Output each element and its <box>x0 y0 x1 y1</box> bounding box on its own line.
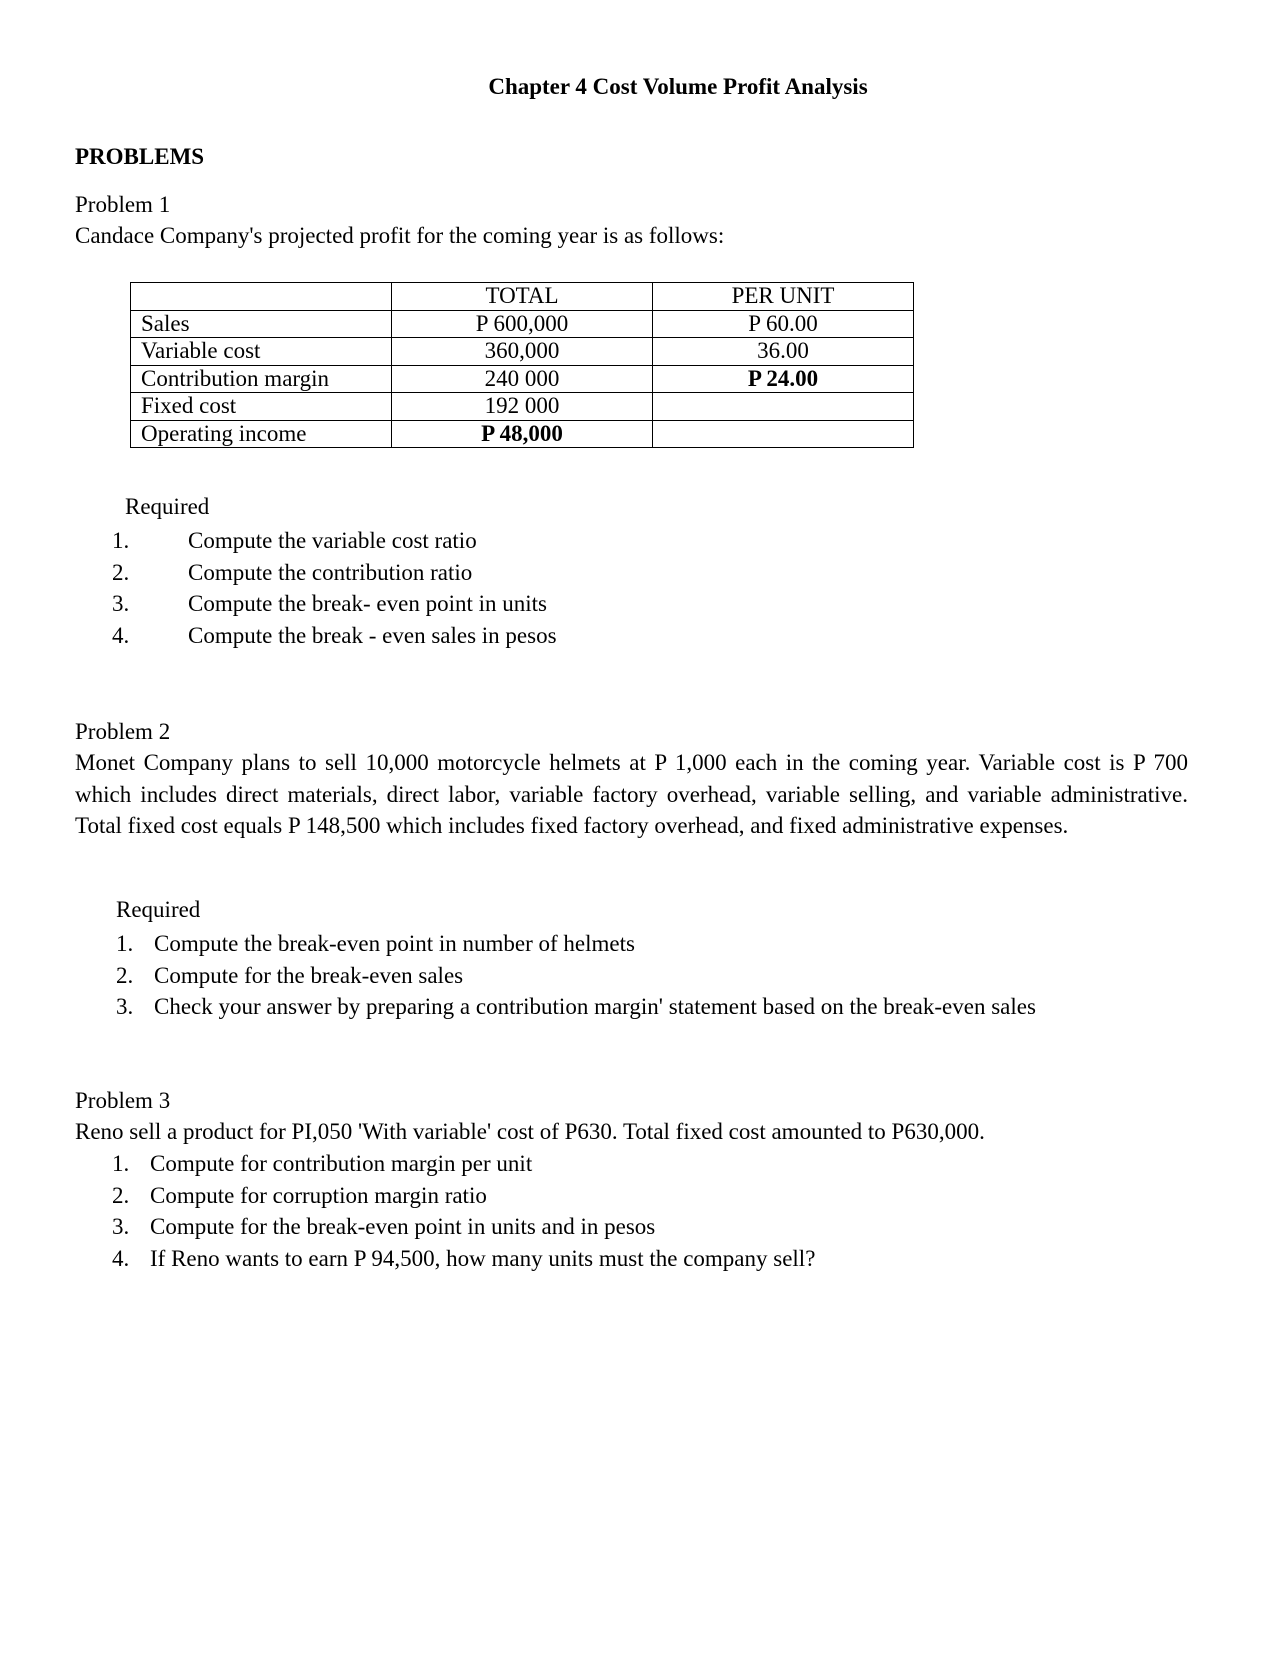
list-text: Compute for corruption margin ratio <box>150 1182 487 1208</box>
list-item <box>116 960 1036 992</box>
list-number: 2. <box>112 559 130 585</box>
problem-1-heading: Problem 1 <box>75 192 171 217</box>
row-label: Sales <box>131 310 392 338</box>
table-header-row <box>131 283 914 311</box>
problem-2-required-label: Required <box>116 897 201 922</box>
row-total: 360,000 <box>392 338 653 366</box>
list-number: 3. <box>116 994 134 1019</box>
list-number: 1. <box>116 931 134 956</box>
row-label: Contribution margin <box>131 365 392 393</box>
list-number: 3. <box>112 591 130 616</box>
cvp-table <box>130 282 914 448</box>
list-number: 1. <box>112 1151 130 1176</box>
list-number: 4. <box>112 1245 130 1271</box>
row-total: P 600,000 <box>392 310 653 338</box>
problem-2-body: Monet Company plans to sell 10,000 motorcycle helmets at P 1,000 each in the coming year. Variable cost is P 700 which includes direct materials, direct labor, variable factory overhead, variable selling, and variable administrative. Total fixed cost equals P 148,500 which includes fixed factory overhead, and fixed administrative expenses. <box>75 750 1188 838</box>
table-header-cell: TOTAL <box>392 283 653 311</box>
problem-2-required-list <box>116 928 1036 1023</box>
list-item <box>112 1211 815 1243</box>
row-per-unit <box>653 393 914 421</box>
problem-1-required-list <box>112 525 557 651</box>
list-number: 2. <box>116 962 134 988</box>
list-item <box>112 1148 815 1180</box>
problem-1-required-label: Required <box>125 494 210 519</box>
table-header-cell <box>131 283 392 311</box>
row-per-unit: P 24.00 <box>653 365 914 393</box>
list-text: Compute the variable cost ratio <box>188 528 477 553</box>
problem-3-heading: Problem 3 <box>75 1088 171 1113</box>
page-title: Chapter 4 Cost Volume Profit Analysis <box>488 74 868 99</box>
list-text: Compute for contribution margin per unit <box>150 1151 533 1176</box>
list-item <box>112 525 557 557</box>
problem-2-heading: Problem 2 <box>75 719 171 744</box>
table-header-cell: PER UNIT <box>653 283 914 311</box>
list-item <box>112 620 557 652</box>
list-item <box>112 557 557 589</box>
row-per-unit: 36.00 <box>653 338 914 366</box>
problem-3-body: Reno sell a product for PI,050 'With variable' cost of P630. Total fixed cost amounted to P630,000. <box>75 1119 985 1144</box>
list-text: If Reno wants to earn P 94,500, how many units must the company sell? <box>150 1245 816 1271</box>
list-text: Compute the break- even point in units <box>188 591 547 616</box>
row-total: P 48,000 <box>392 420 653 448</box>
table-row <box>131 365 914 393</box>
list-text: Check your answer by preparing a contribution margin' statement based on the break-even sales <box>154 994 1036 1019</box>
row-label: Fixed cost <box>131 393 392 421</box>
table-row <box>131 310 914 338</box>
row-total: 192 000 <box>392 393 653 421</box>
row-per-unit: P 60.00 <box>653 310 914 338</box>
list-item <box>112 588 557 620</box>
problem-1-intro: Candace Company's projected profit for the coming year is as follows: <box>75 223 725 248</box>
list-item <box>116 928 1036 960</box>
row-label: Operating income <box>131 420 392 448</box>
section-heading: PROBLEMS <box>75 144 205 169</box>
table-row <box>131 338 914 366</box>
list-item <box>112 1180 815 1212</box>
list-text: Compute for the break-even point in units and in pesos <box>150 1214 656 1239</box>
list-text: Compute the break - even sales in pesos <box>188 622 557 648</box>
list-text: Compute the break-even point in number of helmets <box>154 931 635 956</box>
list-number: 1. <box>112 528 130 553</box>
row-per-unit <box>653 420 914 448</box>
problem-3-list <box>112 1148 815 1274</box>
list-text: Compute the contribution ratio <box>188 559 473 585</box>
list-number: 2. <box>112 1182 130 1208</box>
list-text: Compute for the break-even sales <box>154 962 464 988</box>
list-number: 3. <box>112 1214 130 1239</box>
table-row <box>131 420 914 448</box>
row-label: Variable cost <box>131 338 392 366</box>
table-row <box>131 393 914 421</box>
row-total: 240 000 <box>392 365 653 393</box>
list-number: 4. <box>112 622 130 648</box>
list-item <box>112 1243 815 1275</box>
list-item <box>116 991 1036 1023</box>
